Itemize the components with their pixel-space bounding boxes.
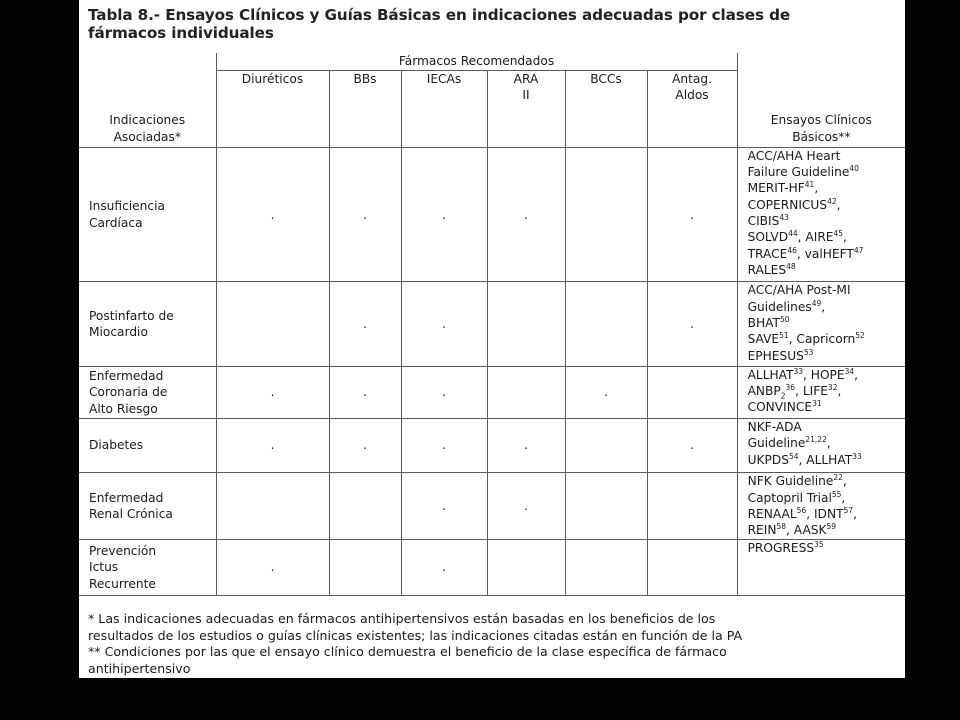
indication-line: Cardíaca (89, 215, 143, 230)
trial-line (748, 540, 905, 556)
column-header-antag-aldos (647, 70, 737, 147)
recommendation-mark-ara-ii (487, 539, 565, 595)
recommendation-mark-antag-aldos: . (647, 282, 737, 366)
trial-text: EPHESUS (747, 348, 804, 363)
trial-text: Captopril Trial (747, 490, 832, 505)
recommendation-mark-bccs (565, 419, 647, 473)
reference-number: 46 (787, 245, 797, 255)
column-header-line: Aldos (675, 87, 709, 102)
reference-number: 54 (788, 451, 799, 461)
header-ensayos (737, 53, 905, 147)
trial-text: , HOPE (803, 367, 845, 382)
recommendation-mark-antag-aldos (647, 539, 737, 595)
trial-text: SOLVD (747, 230, 789, 245)
indication-line: Prevención (89, 543, 157, 558)
indication-line: Ictus (89, 560, 119, 575)
recommendation-mark-diureticos (216, 473, 329, 539)
reference-number: 53 (803, 347, 814, 357)
trial-text: , (814, 181, 819, 196)
indication-line: Insuficiencia (89, 199, 165, 214)
trial-line (748, 148, 905, 164)
trial-text: CIBIS (747, 214, 780, 229)
table-row (79, 539, 905, 595)
trials-table (79, 53, 905, 596)
reference-number: 34 (844, 366, 855, 376)
trial-text: , AASK (786, 523, 827, 538)
column-header-line: Diuréticos (241, 71, 304, 86)
trials-cell (737, 539, 905, 595)
trial-text: RENAAL (747, 506, 797, 521)
trial-text: , (843, 230, 847, 245)
recommendation-mark-bbs (329, 539, 401, 595)
trial-line (748, 164, 905, 180)
indication-cell (79, 473, 216, 539)
indication-cell (79, 147, 216, 282)
trial-text: RALES (747, 262, 787, 277)
trial-text: BHAT (747, 316, 780, 331)
trial-line (748, 473, 905, 489)
recommendation-mark-bbs: . (329, 147, 401, 282)
table-row (79, 147, 905, 282)
title-line: fármacos individuales (88, 24, 274, 42)
reference-number: 35 (814, 539, 824, 549)
recommendation-mark-iecas: . (401, 419, 487, 473)
table-row (79, 282, 905, 366)
reference-number: 21,22 (805, 435, 827, 445)
table-row (79, 419, 905, 473)
reference-number: 58 (776, 522, 787, 532)
trial-line (748, 246, 905, 262)
table-row (79, 366, 905, 418)
trial-text: , (837, 384, 842, 399)
trials-cell (737, 147, 905, 282)
reference-number: 31 (812, 399, 822, 409)
trial-line (748, 435, 905, 451)
trial-line (748, 490, 905, 506)
trial-line (748, 506, 905, 522)
recommendation-mark-diureticos: . (216, 419, 329, 473)
header-indicaciones (79, 53, 216, 147)
trial-text: REIN (747, 523, 777, 538)
trial-text: ACC/AHA Post-MI (747, 283, 851, 298)
footnote-line: ** Condiciones por las que el ensayo clínico demuestra el beneficio de la clase específica de fármaco (88, 644, 727, 659)
trial-text: Failure Guideline (747, 165, 850, 180)
trial-text: , (853, 506, 857, 521)
reference-number: 36 (785, 383, 796, 393)
trial-text: , (836, 197, 841, 212)
trial-text: , (821, 299, 826, 314)
trial-text: SAVE (747, 332, 780, 347)
trial-text: COPERNICUS (747, 197, 828, 212)
column-header-line: II (522, 87, 530, 102)
footnote-line: * Las indicaciones adecuadas en fármacos antihipertensivos están basadas en los beneficios de los (88, 611, 716, 626)
header-ensayos-line: Ensayos Clínicos (770, 113, 872, 128)
header-farmacos-recomendados: Fármacos Recomendados (216, 53, 737, 70)
column-header-bbs (329, 70, 401, 147)
trial-text: CONVINCE (747, 400, 813, 415)
reference-number: 55 (831, 489, 842, 499)
recommendation-mark-ara-ii (487, 282, 565, 366)
header-row-group (79, 53, 905, 70)
trial-line (748, 262, 905, 278)
trials-cell (737, 473, 905, 539)
reference-number: 45 (833, 229, 844, 239)
title-line: Tabla 8.- Ensayos Clínicos y Guías Básicas en indicaciones adecuadas por clases de (88, 6, 791, 24)
reference-number: 59 (826, 522, 837, 532)
reference-number: 57 (843, 505, 854, 515)
reference-number: 32 (827, 383, 838, 393)
trial-text: , ALLHAT (798, 452, 853, 467)
trial-text: , (842, 474, 847, 489)
recommendation-mark-iecas: . (401, 473, 487, 539)
trials-cell (737, 366, 905, 418)
footnote-line: resultados de los estudios o guías clínicas existentes; las indicaciones citadas están en función de la PA (88, 627, 743, 643)
reference-number: 42 (827, 196, 837, 206)
reference-number: 47 (853, 245, 864, 255)
trials-cell (737, 282, 905, 366)
trial-line (748, 197, 905, 213)
reference-number: 56 (796, 505, 807, 515)
recommendation-mark-ara-ii: . (487, 419, 565, 473)
trial-text: NFK Guideline (747, 474, 834, 489)
recommendation-mark-ara-ii: . (487, 473, 565, 539)
trial-line (748, 367, 905, 383)
recommendation-mark-bccs (565, 539, 647, 595)
trial-text: , LIFE (795, 384, 828, 399)
recommendation-mark-iecas: . (401, 282, 487, 366)
trial-line (748, 213, 905, 229)
trial-text: , (841, 490, 846, 505)
trial-line (748, 383, 905, 399)
recommendation-mark-diureticos: . (216, 366, 329, 418)
trial-text: , (826, 436, 831, 451)
indication-cell (79, 282, 216, 366)
column-header-line: ARA (513, 71, 539, 86)
trial-line (748, 522, 905, 538)
reference-number: 49 (811, 298, 822, 308)
column-header-iecas (401, 70, 487, 147)
recommendation-mark-ara-ii (487, 366, 565, 418)
recommendation-mark-diureticos: . (216, 147, 329, 282)
column-header-diureticos (216, 70, 329, 147)
recommendation-mark-bbs: . (329, 366, 401, 418)
header-indicaciones-line: Indicaciones (109, 113, 186, 128)
indication-line: Coronaria de (89, 385, 168, 400)
recommendation-mark-bbs (329, 473, 401, 539)
trial-text: ACC/AHA Heart (747, 148, 841, 163)
trial-text: Guidelines (747, 299, 812, 314)
reference-number: 41 (804, 180, 815, 190)
table-title (88, 6, 898, 42)
column-header-line: Antag. (672, 71, 712, 86)
trial-line (748, 180, 905, 196)
reference-number: 43 (779, 213, 789, 223)
recommendation-mark-antag-aldos: . (647, 147, 737, 282)
column-header-line: BCCs (590, 71, 622, 86)
trial-text: , (854, 367, 859, 382)
trial-text: , IDNT (806, 506, 844, 521)
indication-line: Renal Crónica (89, 506, 173, 521)
indication-cell (79, 539, 216, 595)
recommendation-mark-antag-aldos: . (647, 419, 737, 473)
recommendation-mark-antag-aldos (647, 366, 737, 418)
recommendation-mark-bccs (565, 147, 647, 282)
reference-number: 44 (788, 229, 798, 239)
subscript: 2 (780, 391, 786, 401)
reference-number: 40 (849, 164, 859, 174)
trials-cell (737, 419, 905, 473)
trial-line (748, 299, 905, 315)
indication-line: Alto Riesgo (89, 401, 158, 416)
column-header-line: IECAs (426, 71, 462, 86)
document-page (79, 0, 905, 678)
reference-number: 22 (833, 473, 843, 483)
trial-line (748, 229, 905, 245)
trial-text: , Capricorn (788, 332, 856, 347)
footnotes (88, 611, 903, 677)
trial-line (748, 315, 905, 331)
trial-text: , valHEFT (796, 246, 854, 261)
trial-line (748, 282, 905, 298)
trial-text: ANBP (747, 384, 781, 399)
trial-text: ALLHAT (747, 367, 794, 382)
recommendation-mark-bbs: . (329, 282, 401, 366)
trial-text: , AIRE (797, 230, 834, 245)
indication-line: Diabetes (89, 438, 144, 453)
reference-number: 33 (793, 366, 804, 376)
recommendation-mark-bccs (565, 282, 647, 366)
trial-line (748, 348, 905, 364)
column-header-bccs (565, 70, 647, 147)
column-header-ara-ii (487, 70, 565, 147)
reference-number: 51 (779, 331, 789, 341)
trial-text: TRACE (747, 246, 788, 261)
indication-line: Recurrente (89, 576, 156, 591)
reference-number: 33 (852, 451, 862, 461)
table-row (79, 473, 905, 539)
recommendation-mark-antag-aldos (647, 473, 737, 539)
recommendation-mark-diureticos: . (216, 539, 329, 595)
indication-line: Postinfarto de (89, 308, 174, 323)
recommendation-mark-iecas: . (401, 366, 487, 418)
recommendation-mark-bccs: . (565, 366, 647, 418)
column-header-line: BBs (353, 71, 377, 86)
indication-cell (79, 419, 216, 473)
header-indicaciones-line: Asociadas* (113, 129, 181, 144)
trial-line (748, 452, 905, 468)
recommendation-mark-iecas: . (401, 147, 487, 282)
indication-line: Enfermedad (89, 490, 164, 505)
trial-text: Guideline (747, 436, 806, 451)
recommendation-mark-bccs (565, 473, 647, 539)
recommendation-mark-ara-ii: . (487, 147, 565, 282)
indication-line: Miocardio (89, 325, 148, 340)
trial-text: UKPDS (747, 452, 789, 467)
reference-number: 50 (779, 314, 790, 324)
recommendation-mark-bbs: . (329, 419, 401, 473)
header-ensayos-line: Básicos** (792, 129, 851, 144)
trial-line (748, 419, 905, 435)
reference-number: 48 (786, 261, 796, 271)
trial-text: NKF-ADA (747, 420, 802, 435)
recommendation-mark-iecas: . (401, 539, 487, 595)
trial-line (748, 399, 905, 415)
trial-line (748, 331, 905, 347)
footnote-line: antihipertensivo (88, 660, 191, 676)
trial-text: PROGRESS (747, 540, 815, 555)
indication-cell (79, 366, 216, 418)
indication-line: Enfermedad (89, 368, 164, 383)
reference-number: 52 (855, 331, 865, 341)
recommendation-mark-diureticos (216, 282, 329, 366)
trial-text: MERIT-HF (747, 181, 805, 196)
